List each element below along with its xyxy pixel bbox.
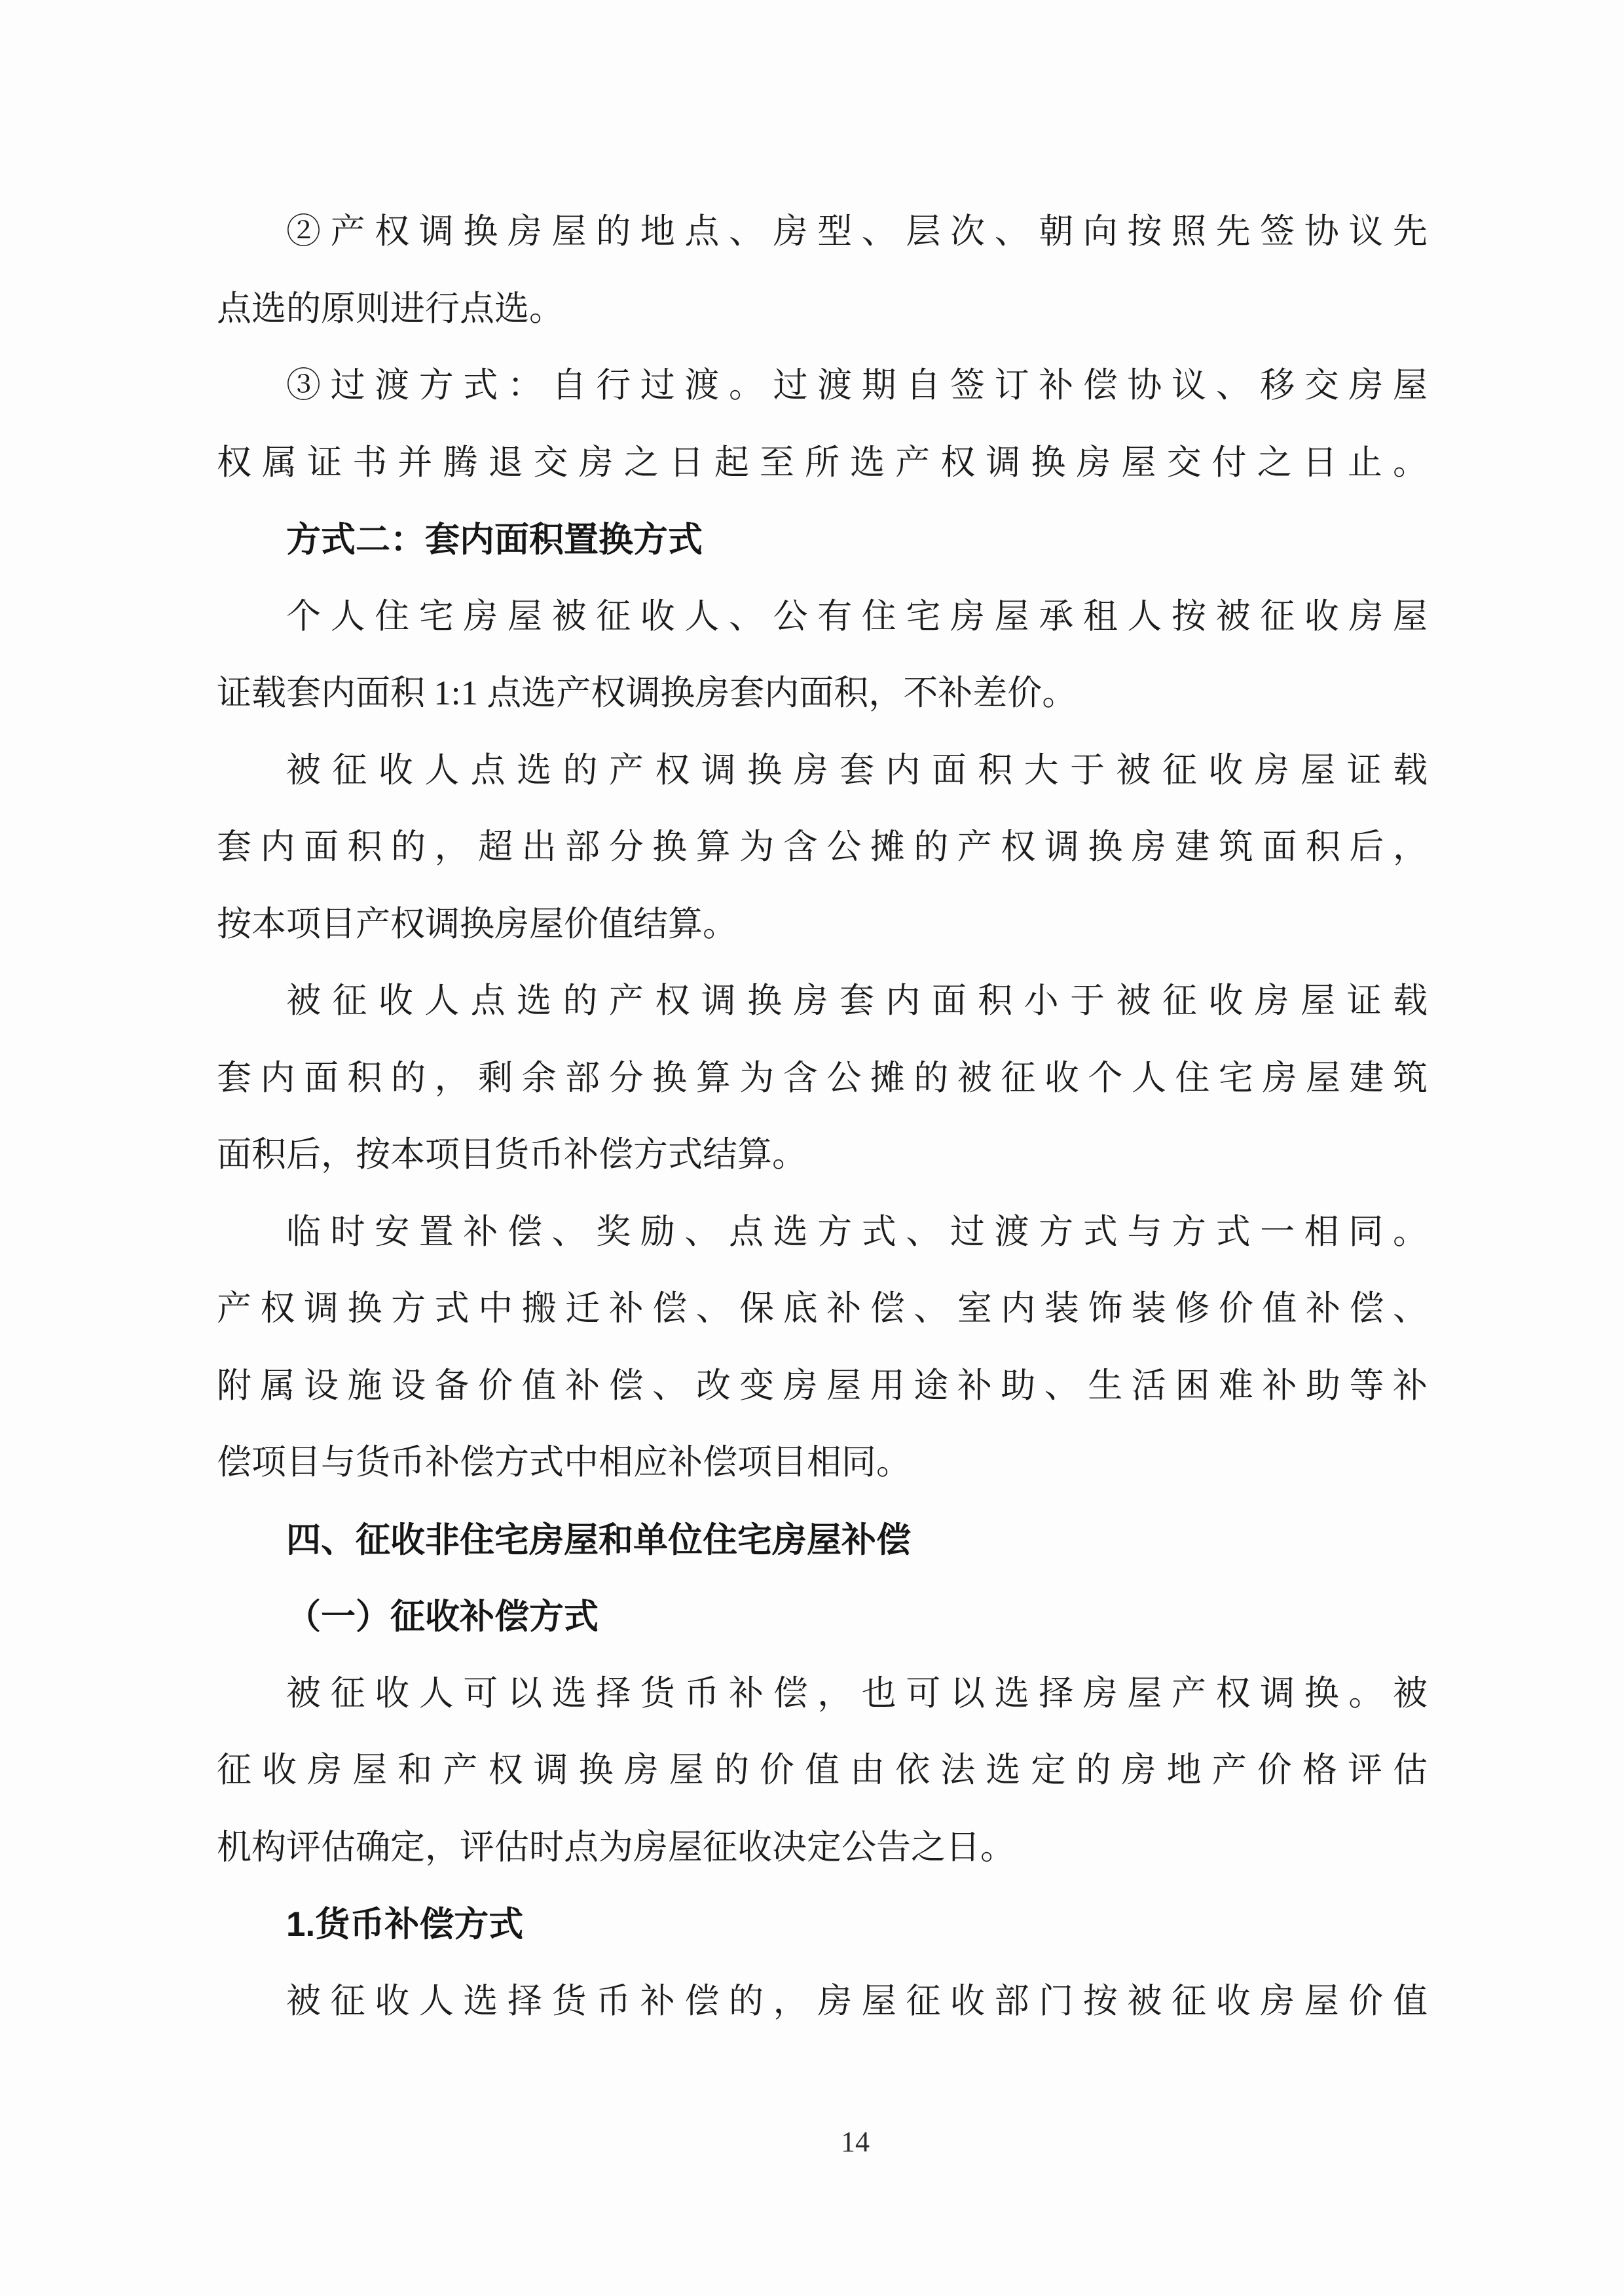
paragraph-line: 临时安置补偿、奖励、点选方式、过渡方式与方式一相同。 (286, 1212, 1428, 1251)
paragraph-line: 按本项目产权调换房屋价值结算。 (217, 905, 737, 943)
paragraph-line: 个人住宅房屋被征收人、公有住宅房屋承租人按被征收房屋 (286, 597, 1428, 636)
paragraph-line: ③过渡方式：自行过渡。过渡期自签订补偿协议、移交房屋 (286, 367, 1428, 405)
paragraph-line: 征收房屋和产权调换房屋的价值由依法选定的房地产价格评估 (217, 1751, 1428, 1789)
paragraph-line: 机构评估确定，评估时点为房屋征收决定公告之日。 (217, 1828, 1015, 1867)
paragraph-line: 权属证书并腾退交房之日起至所选产权调换房屋交付之日止。 (217, 443, 1428, 482)
paragraph-line: 套内面积的，超出部分换算为含公摊的产权调换房建筑面积后， (217, 828, 1428, 866)
paragraph-line: 被征收人点选的产权调换房套内面积小于被征收房屋证载 (286, 982, 1428, 1020)
paragraph-line: 被征收人点选的产权调换房套内面积大于被征收房屋证载 (286, 751, 1428, 790)
paragraph-line: ②产权调换房屋的地点、房型、层次、朝向按照先签协议先 (286, 213, 1428, 251)
paragraph-line: 被征收人可以选择货币补偿，也可以选择房屋产权调换。被 (286, 1674, 1428, 1713)
paragraph-line: 偿项目与货币补偿方式中相应补偿项目相同。 (217, 1444, 911, 1482)
paragraph-line: 附属设施设备价值补偿、改变房屋用途补助、生活困难补助等补 (217, 1366, 1428, 1405)
paragraph-line: 面积后，按本项目货币补偿方式结算。 (217, 1136, 807, 1174)
section-heading-method-two: 方式二：套内面积置换方式 (286, 520, 703, 559)
subsection-heading-one: （一）征收补偿方式 (286, 1597, 599, 1636)
paragraph-line: 产权调换方式中搬迁补偿、保底补偿、室内装饰装修价值补偿、 (217, 1290, 1428, 1328)
page-body-text (217, 194, 1428, 2040)
paragraph-line: 点选的原则进行点选。 (217, 289, 564, 328)
subheading-monetary-compensation: 1.货币补偿方式 (286, 1905, 524, 1944)
paragraph-line: 证载套内面积 1:1 点选产权调换房套内面积，不补差价。 (217, 674, 1077, 712)
paragraph-line: 被征收人选择货币补偿的，房屋征收部门按被征收房屋价值 (286, 1982, 1428, 2020)
page-number: 14 (841, 2126, 870, 2158)
paragraph-line: 套内面积的，剩余部分换算为含公摊的被征收个人住宅房屋建筑 (217, 1059, 1428, 1097)
section-heading-four: 四、征收非住宅房屋和单位住宅房屋补偿 (286, 1520, 911, 1559)
